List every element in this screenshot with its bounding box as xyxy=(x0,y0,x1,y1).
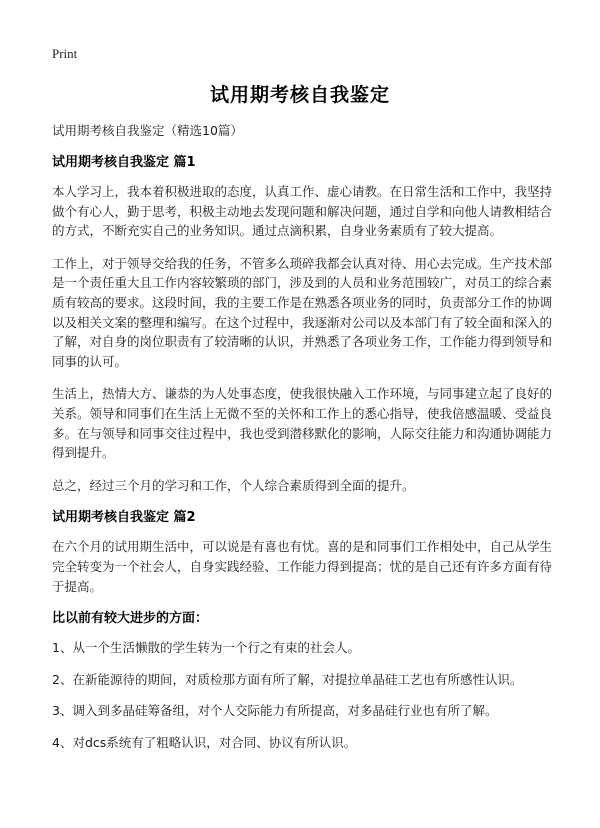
print-label: Print xyxy=(52,46,78,61)
document-title: 试用期考核自我鉴定 xyxy=(209,84,390,106)
section2-heading: 试用期考核自我鉴定 篇2 xyxy=(52,510,196,526)
progress-item-3: 3、调入到多晶硅筹备组，对个人交际能力有所提高，对多晶硅行业也有所了解。 xyxy=(52,703,498,719)
section2-intro: 在六个月的试用期生活中，可以说是有喜也有忧。喜的是和同事们工作相处中，自己从学生完全转变为一个社会人，自身实践经验、工作能力得到提高；忧的是自己还有许多方面有待于提高。 xyxy=(52,539,553,594)
section1-paragraph-1: 本人学习上，我本着积极进取的态度，认真工作、虚心请教。在日常生活和工作中，我坚持做个有心人，勤于思考，积极主动地去发现问题和解决问题，通过自学和向他人请教相结合的方式，不断充实自己的业务知识。通过点滴积累，自身业务素质有了较大提高。 xyxy=(52,184,553,239)
section1-paragraph-4: 总之，经过三个月的学习和工作，个人综合素质得到全面的提升。 xyxy=(52,477,415,493)
progress-heading: 比以前有较大进步的方面： xyxy=(52,611,209,627)
progress-item-4: 4、对dcs系统有了粗略认识，对合同、协议有所认识。 xyxy=(52,734,357,750)
document-body xyxy=(52,121,552,764)
section1-heading: 试用期考核自我鉴定 篇1 xyxy=(52,155,196,170)
progress-item-2: 2、在新能源待的期间，对质检那方面有所了解，对提拉单晶硅工艺也有所感性认识。 xyxy=(52,671,523,687)
section1-paragraph-3: 生活上，热情大方、谦恭的为人处事态度，使我很快融入工作环境，与同事建立起了良好的关系。领导和同事们在生活上无微不至的关怀和工作上的悉心指导，使我倍感温暖、受益良多。在与领导和同事交往过程中，我也受到潜移默化的影响，人际交往能力和沟通协调能力得到提升。 xyxy=(52,386,553,461)
section1-paragraph-2: 工作上，对于领导交给我的任务，不管多么琐碎我都会认真对待、用心去完成。生产技术部是一个责任重大且工作内容较繁琐的部门，涉及到的人员和业务范围较广，对员工的综合素质有较高的要求。这段时间，我的主要工作是在熟悉各项业务的同时，负责部分工作的协调以及相关文案的整理和编写。在这个过程中，我逐渐对公司以及本部门有了较全面和深入的了解，对自身的岗位职责有了较清晰的认识，并熟悉了各项业务工作，工作能力得到领导和同事的认可。 xyxy=(52,255,553,369)
document-subtitle: 试用期考核自我鉴定（精选10篇） xyxy=(52,123,243,138)
progress-item-1: 1、从一个生活懒散的学生转为一个行之有束的社会人。 xyxy=(52,640,360,656)
